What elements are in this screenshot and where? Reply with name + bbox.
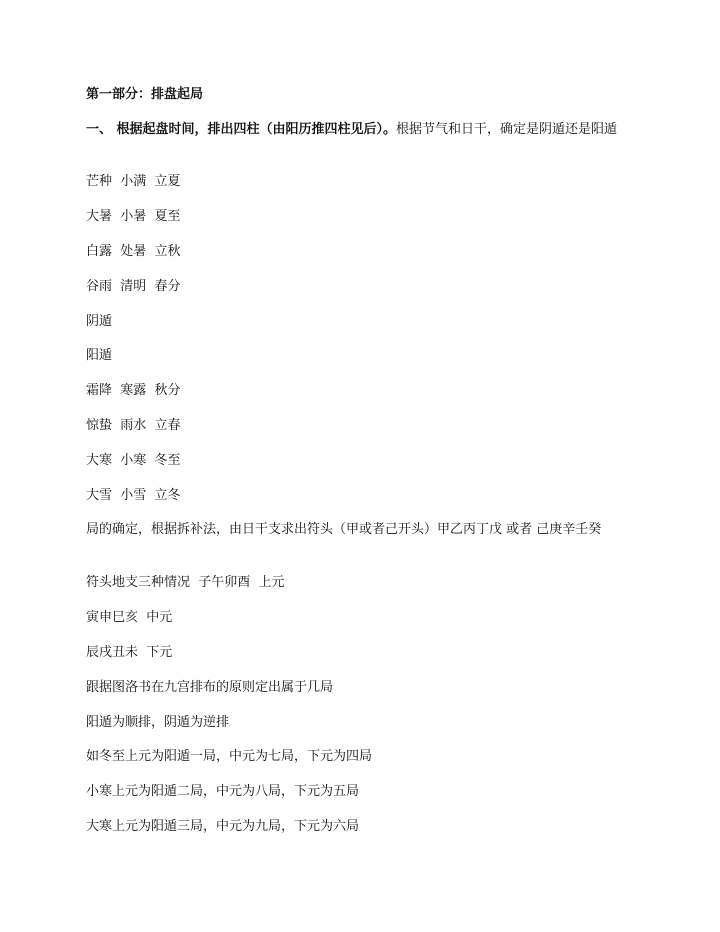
section-title: 第一部分：排盘起局 xyxy=(86,87,204,102)
solar-terms-line: 芒种 小满 立夏 xyxy=(86,174,181,189)
fu-tou-case-line: 寅申巳亥 中元 xyxy=(86,610,173,625)
step-one-heading: 一、 根据起盘时间，排出四柱（由阳历推四柱见后）。 xyxy=(86,122,397,137)
ju-determination-paragraph: 局的确定，根据拆补法，由日干支求出符头（甲或者己开头）甲乙丙丁戊 或者 己庚辛壬癸 xyxy=(86,522,602,537)
yang-dun-label: 阳遁 xyxy=(86,348,113,363)
yin-dun-label: 阴遁 xyxy=(86,314,113,329)
step-one-text: 根据节气和日干，确定是阴遁还是阳遁 xyxy=(396,122,618,137)
solar-terms-line: 大寒 小寒 冬至 xyxy=(86,453,181,468)
solar-terms-line: 惊蛰 雨水 立春 xyxy=(86,418,181,433)
rule-line: 如冬至上元为阳遁一局，中元为七局，下元为四局 xyxy=(86,749,373,764)
rule-line: 小寒上元为阳遁二局，中元为八局，下元为五局 xyxy=(86,784,360,799)
solar-terms-line: 霜降 寒露 秋分 xyxy=(86,383,181,398)
rule-line: 大寒上元为阳遁三局，中元为九局，下元为六局 xyxy=(86,819,360,834)
step-one-paragraph xyxy=(86,121,646,138)
solar-terms-line: 大暑 小暑 夏至 xyxy=(86,209,181,224)
rule-line: 阳遁为顺排，阴遁为逆排 xyxy=(86,715,230,730)
solar-terms-line: 白露 处暑 立秋 xyxy=(86,244,181,259)
solar-terms-line: 谷雨 清明 春分 xyxy=(86,279,181,294)
fu-tou-case-line: 辰戌丑未 下元 xyxy=(86,645,173,660)
fu-tou-case-line: 符头地支三种情况 子午卯酉 上元 xyxy=(86,575,285,590)
solar-terms-line: 大雪 小雪 立冬 xyxy=(86,488,181,503)
rule-line: 跟据图洛书在九宫排布的原则定出属于几局 xyxy=(86,680,334,695)
